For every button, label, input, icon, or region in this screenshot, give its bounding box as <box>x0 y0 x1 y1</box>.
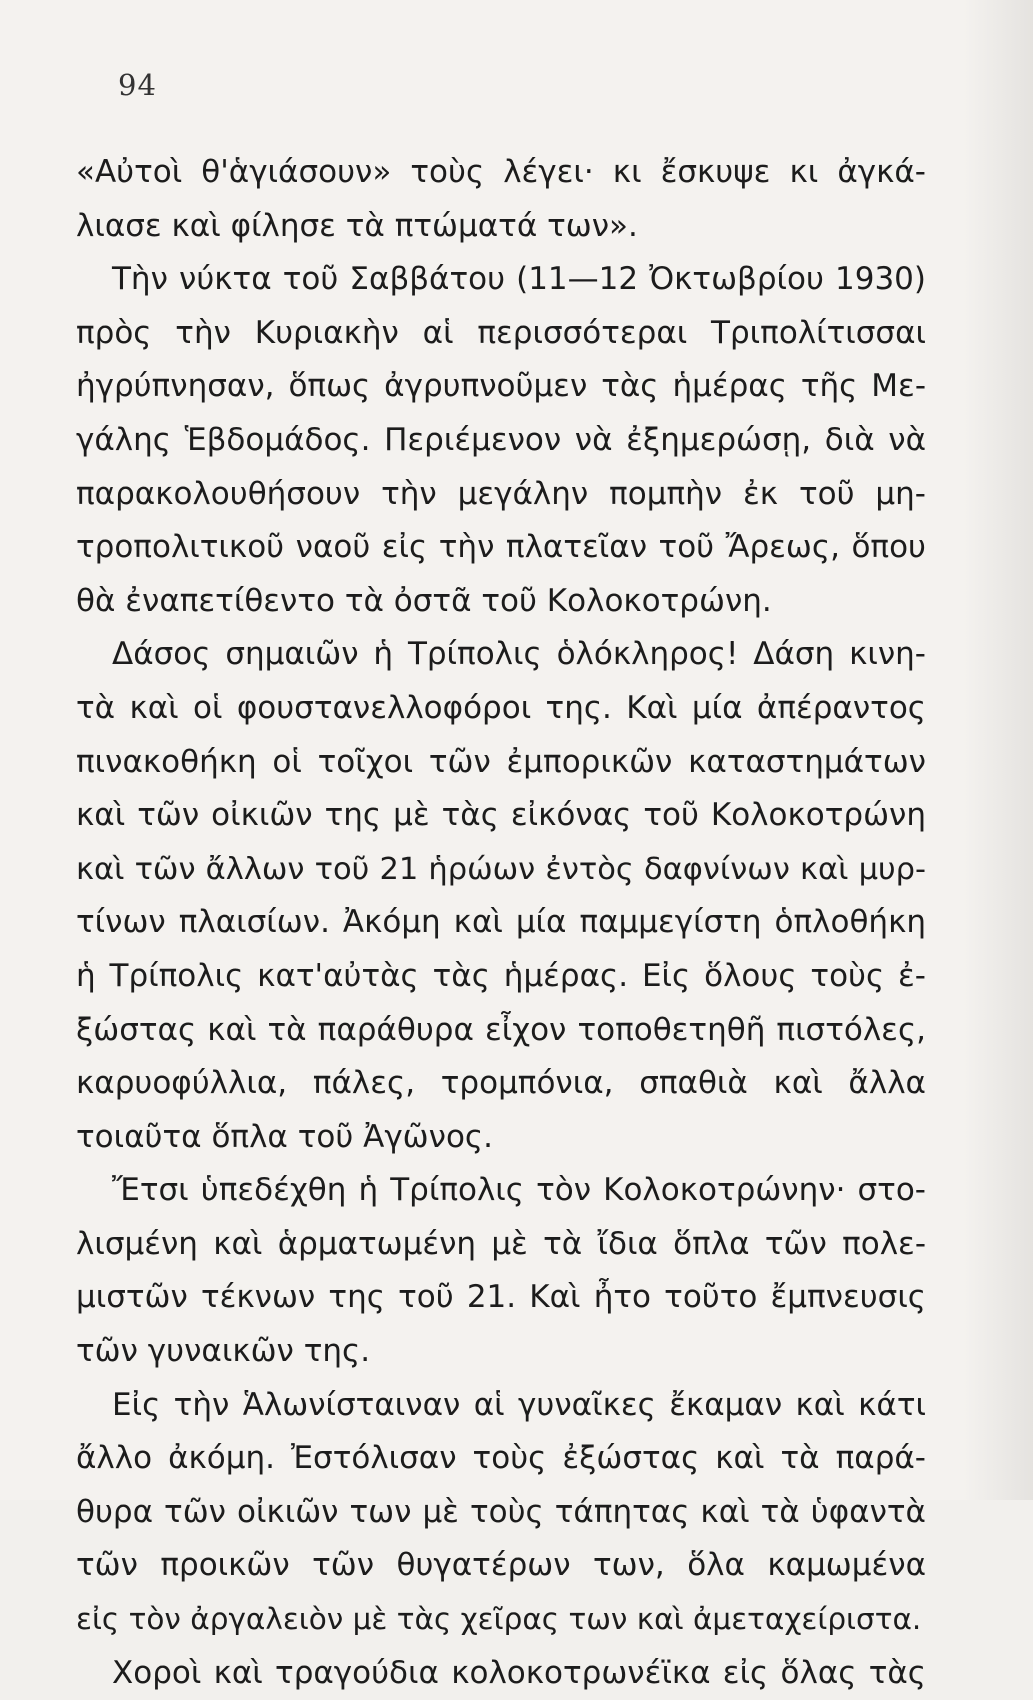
text-line: ἡ Τρίπολις κατ'αὐτὰς τὰς ἡμέρας. Εἰς ὅλους τοὺς ἐ- <box>76 957 926 994</box>
body-text <box>76 146 926 1700</box>
text-line: τίνων πλαισίων. Ἀκόμη καὶ μία παμμεγίστη ὁπλοθήκη <box>76 904 926 941</box>
text-line: εἰς τὸν ἀργαλειὸν μὲ τὰς χεῖρας των καὶ ἀμεταχείριστα. <box>76 1602 922 1637</box>
page-number: 94 <box>118 68 157 102</box>
text-line: Δάσος σημαιῶν ἡ Τρίπολις ὁλόκληρος! Δάση κινη- <box>112 636 926 673</box>
page-edge-shadow <box>963 0 1033 1500</box>
text-line: Τὴν νύκτα τοῦ Σαββάτου (11—12 Ὀκτωβρίου 1930) <box>112 261 926 298</box>
text-line: ἄλλο ἀκόμη. Ἐστόλισαν τοὺς ἐξώστας καὶ τὰ παρά- <box>76 1440 926 1477</box>
text-line: καὶ τῶν οἰκιῶν της μὲ τὰς εἰκόνας τοῦ Κολοκοτρώνη <box>76 797 926 834</box>
text-line: Εἰς τὴν Ἁλωνίσταιναν αἱ γυναῖκες ἔκαμαν καὶ κάτι <box>112 1386 926 1423</box>
text-line: καρυοφύλλια, πάλες, τρομπόνια, σπαθιὰ καὶ ἄλλα <box>76 1065 926 1102</box>
text-line: θὰ ἐναπετίθεντο τὰ ὀστᾶ τοῦ Κολοκοτρώνη. <box>76 582 772 619</box>
text-line: τροπολιτικοῦ ναοῦ εἰς τὴν πλατεῖαν τοῦ Ἄρεως, ὅπου <box>76 529 926 566</box>
text-line: ξώστας καὶ τὰ παράθυρα εἶχον τοποθετηθῆ πιστόλες, <box>76 1011 926 1048</box>
text-line: τῶν προικῶν τῶν θυγατέρων των, ὅλα καμωμένα <box>76 1547 926 1584</box>
text-line: τὰ καὶ οἱ φουστανελλοφόροι της. Καὶ μία ἀπέραντος <box>76 689 926 726</box>
text-line: ἠγρύπνησαν, ὅπως ἀγρυπνοῦμεν τὰς ἡμέρας τῆς Με- <box>76 368 926 405</box>
text-line: τοιαῦτα ὅπλα τοῦ Ἀγῶνος. <box>76 1118 493 1155</box>
text-line: τῶν γυναικῶν της. <box>76 1333 371 1370</box>
text-line: μιστῶν τέκνων της τοῦ 21. Καὶ ἦτο τοῦτο ἔμπνευσις <box>76 1279 926 1316</box>
text-line: γάλης Ἑβδομάδος. Περιέμενον νὰ ἐξημερώσῃ, διὰ νὰ <box>76 421 926 458</box>
text-line: Χοροὶ καὶ τραγούδια κολοκοτρωνέϊκα εἰς ὅλας τὰς <box>112 1654 926 1691</box>
text-line: παρακολουθήσουν τὴν μεγάλην πομπὴν ἐκ τοῦ μη- <box>76 475 926 512</box>
text-line: καὶ τῶν ἄλλων τοῦ 21 ἡρώων ἐντὸς δαφνίνων καὶ μυρ- <box>76 851 926 887</box>
text-line: λιασε καὶ φίλησε τὰ πτώματά των». <box>76 207 638 244</box>
text-line: λισμένη καὶ ἁρματωμένη μὲ τὰ ἴδια ὅπλα τῶν πολε- <box>76 1225 926 1262</box>
text-line: θυρα τῶν οἰκιῶν των μὲ τοὺς τάπητας καὶ τὰ ὑφαντὰ <box>76 1493 926 1530</box>
text-line: Ἔτσι ὑπεδέχθη ἡ Τρίπολις τὸν Κολοκοτρώνην· στο- <box>112 1172 926 1209</box>
text-line: πινακοθήκη οἱ τοῖχοι τῶν ἐμπορικῶν καταστημάτων <box>76 743 926 780</box>
text-line: πρὸς τὴν Κυριακὴν αἱ περισσότεραι Τριπολίτισσαι <box>76 314 926 351</box>
text-line: «Αὐτοὶ θ'ἁγιάσουν» τοὺς λέγει· κι ἔσκυψε κι ἀγκά- <box>76 154 926 190</box>
